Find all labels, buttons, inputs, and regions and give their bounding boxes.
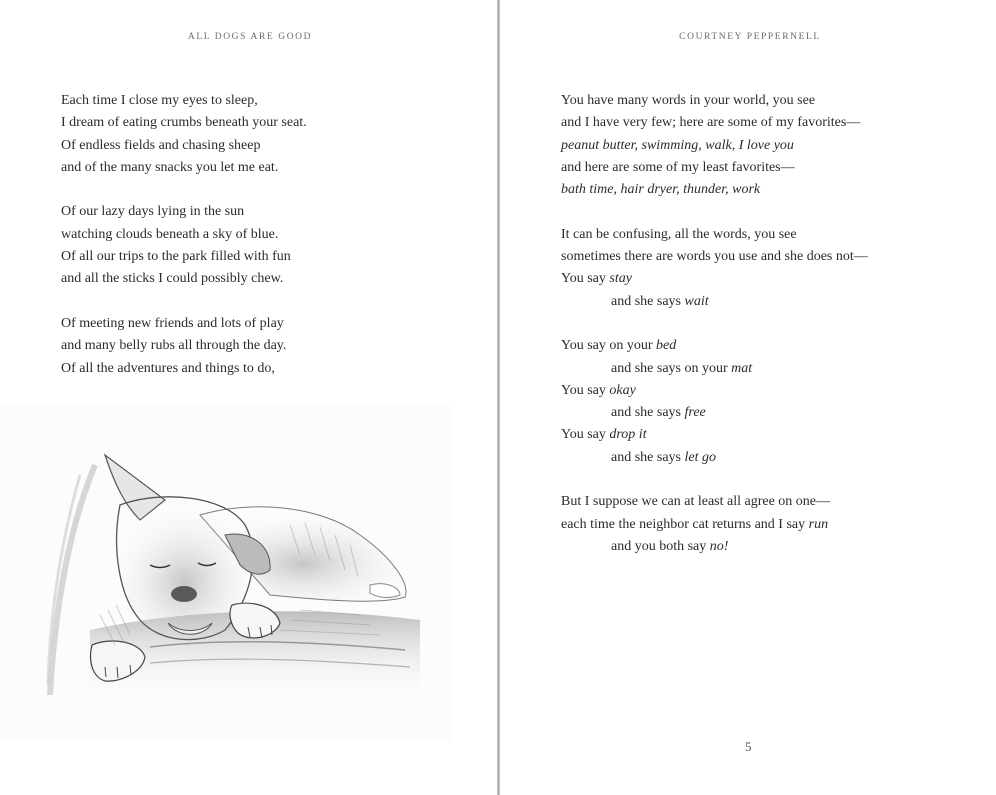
emphasized-word: bed bbox=[656, 338, 677, 354]
emphasized-word: bath time, hair dryer, thunder, work bbox=[561, 182, 761, 198]
poem-line bbox=[561, 268, 868, 290]
line-text: each time the neighbor cat returns and I say bbox=[561, 516, 809, 532]
poem-line bbox=[561, 90, 868, 112]
right-page bbox=[500, 0, 996, 795]
stanza bbox=[61, 90, 307, 179]
stanza bbox=[561, 224, 868, 313]
emphasized-word: mat bbox=[731, 360, 753, 376]
line-text: Each time I close my eyes to sleep, bbox=[61, 93, 258, 108]
emphasized-word: no! bbox=[709, 538, 729, 554]
line-text: You say on your bbox=[561, 338, 657, 354]
page-number: 5 bbox=[745, 739, 752, 754]
line-text: and she says bbox=[611, 449, 685, 465]
line-text: watching clouds beneath a sky of blue. bbox=[61, 226, 279, 242]
poem-line bbox=[561, 402, 868, 424]
poem-right bbox=[561, 90, 868, 581]
poem-line bbox=[61, 313, 307, 335]
poem-line bbox=[61, 224, 307, 246]
left-page bbox=[0, 0, 497, 795]
dog-sketch-illustration bbox=[0, 405, 453, 741]
poem-line bbox=[61, 268, 307, 290]
poem-left bbox=[61, 90, 307, 402]
line-text: You say bbox=[561, 382, 610, 398]
line-text: and of the many snacks you let me eat. bbox=[61, 159, 279, 175]
line-text: Of our lazy days lying in the sun bbox=[61, 204, 245, 220]
poem-line bbox=[561, 112, 868, 134]
line-text: Of all the adventures and things to do, bbox=[61, 360, 275, 376]
line-text: Of meeting new friends and lots of play bbox=[61, 315, 284, 331]
line-text: Of all our trips to the park filled with fun bbox=[61, 249, 291, 265]
poem-line bbox=[561, 335, 868, 357]
line-text: You have many words in your world, you see bbox=[561, 93, 816, 108]
line-text: I dream of eating crumbs beneath your seat. bbox=[61, 115, 307, 131]
line-text: and many belly rubs all through the day. bbox=[61, 338, 287, 354]
poem-line bbox=[61, 358, 307, 380]
poem-line bbox=[561, 157, 868, 179]
sleeping-dog-icon bbox=[0, 405, 453, 741]
line-text: Of endless fields and chasing sheep bbox=[61, 137, 261, 153]
poem-line bbox=[561, 246, 868, 268]
stanza bbox=[61, 313, 307, 380]
line-text: But I suppose we can at least all agree on one— bbox=[561, 494, 831, 510]
line-text: sometimes there are words you use and she does not— bbox=[561, 249, 868, 265]
poem-line bbox=[61, 157, 307, 179]
emphasized-word: let go bbox=[684, 449, 716, 465]
stanza bbox=[61, 201, 307, 290]
poem-line bbox=[61, 201, 307, 223]
line-text: You say bbox=[561, 427, 610, 443]
line-text: and she says bbox=[611, 293, 685, 309]
poem-line bbox=[561, 224, 868, 246]
poem-line bbox=[561, 179, 868, 201]
line-text: and she says bbox=[611, 405, 685, 421]
poem-line bbox=[561, 135, 868, 157]
running-head-title: ALL DOGS ARE GOOD bbox=[187, 32, 313, 42]
poem-line bbox=[61, 246, 307, 268]
emphasized-word: peanut butter, swimming, walk, I love you bbox=[561, 137, 794, 153]
poem-line bbox=[561, 380, 868, 402]
line-text: and here are some of my least favorites— bbox=[561, 159, 795, 175]
poem-line bbox=[561, 291, 868, 313]
running-head-author: COURTNEY PEPPERNELL bbox=[679, 32, 821, 42]
emphasized-word: okay bbox=[609, 382, 636, 398]
emphasized-word: stay bbox=[609, 271, 632, 287]
line-text: and all the sticks I could possibly chew. bbox=[61, 271, 284, 287]
poem-line bbox=[561, 358, 868, 380]
poem-line bbox=[561, 447, 868, 469]
poem-line bbox=[61, 135, 307, 157]
poem-line bbox=[61, 335, 307, 357]
emphasized-word: drop it bbox=[609, 427, 647, 443]
poem-line bbox=[561, 491, 868, 513]
line-text: and I have very few; here are some of my favorites— bbox=[561, 115, 861, 131]
poem-line bbox=[561, 536, 868, 558]
line-text: It can be confusing, all the words, you see bbox=[561, 226, 797, 242]
stanza bbox=[561, 90, 868, 201]
emphasized-word: free bbox=[684, 405, 706, 421]
line-text: and you both say bbox=[611, 538, 710, 554]
poem-line bbox=[61, 112, 307, 134]
stanza bbox=[561, 335, 868, 469]
poem-line bbox=[561, 514, 868, 536]
emphasized-word: run bbox=[808, 516, 829, 532]
line-text: and she says on your bbox=[611, 360, 732, 376]
emphasized-word: wait bbox=[684, 293, 709, 309]
poem-line bbox=[561, 424, 868, 446]
stanza bbox=[561, 491, 868, 558]
poem-line bbox=[61, 90, 307, 112]
line-text: You say bbox=[561, 271, 610, 287]
